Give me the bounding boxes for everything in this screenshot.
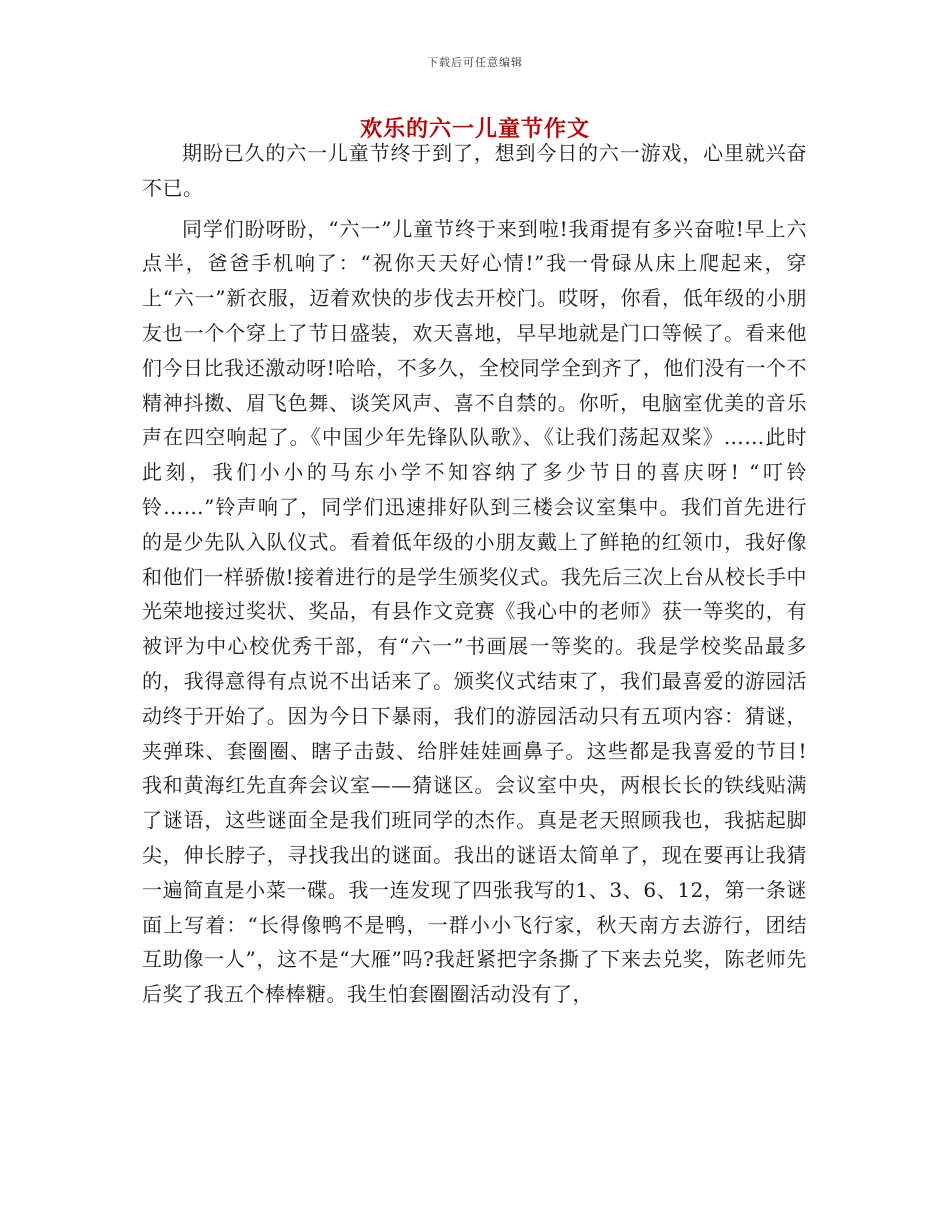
document-title: 欢乐的六一儿童节作文	[359, 116, 590, 142]
paragraph: 同学们盼呀盼，“六一”儿童节终于来到啦!我甭提有多兴奋啦!早上六点半，爸爸手机响了：“祝你天天好心情!”我一骨碌从床上爬起来，穿上“六一”新衣服，迈着欢快的步伐去开校门。哎呀，你看，低年级的小朋友也一个个穿上了节日盛装，欢天喜地，早早地就是门口等候了。看来他们今日比我还激动呀!哈哈，不多久，全校同学全到齐了，他们没有一个不精神抖擞、眉飞色舞、谈笑风声、喜不自禁的。你听，电脑室优美的音乐声在四空响起了。《中国少年先锋队队歌》、《让我们荡起双桨》……此时此刻，我们小小的马东小学不知容纳了多少节日的喜庆呀! “叮铃铃……”铃声响了，同学们迅速排好队到三楼会议室集中。我们首先进行的是少先队入队仪式。看着低年级的小朋友戴上了鲜艳的红领巾，我好像和他们一样骄傲!接着进行的是学生颁奖仪式。我先后三次上台从校长手中光荣地接过奖状、奖品，有县作文竞赛《我心中的老师》获一等奖的，有被评为中心校优秀干部，有“六一”书画展一等奖的。我是学校奖品最多的，我得意得有点说不出话来了。颁奖仪式结束了，我们最喜爱的游园活动终于开始了。因为今日下暴雨，我们的游园活动只有五项内容：猜谜，夹弹珠、套圈圈、瞎子击鼓、给胖娃娃画鼻子。这些都是我喜爱的节目! 我和黄海红先直奔会议室——猜谜区。会议室中央，两根长长的铁线贴满了谜语，这些谜面全是我们班同学的杰作。真是老天照顾我也，我掂起脚尖，伸长脖子，寻找我出的谜面。我出的谜语太简单了，现在要再让我猜一遍简直是小菜一碟。我一连发现了四张我写的1、3、6、12，第一条谜面上写着：“长得像鸭不是鸭，一群小小飞行家，秋天南方去游行，团结互助像一人”，这不是“大雁”吗?我赶紧把字条撕了下来去兑奖，陈老师先后奖了我五个棒棒糖。我生怕套圈圈活动没有了，	[142, 216, 807, 1007]
document-body	[142, 136, 807, 1012]
header-note: 下载后可任意编辑	[427, 56, 523, 69]
paragraph: 期盼已久的六一儿童节终于到了，想到今日的六一游戏，心里就兴奋不已。	[142, 141, 807, 200]
